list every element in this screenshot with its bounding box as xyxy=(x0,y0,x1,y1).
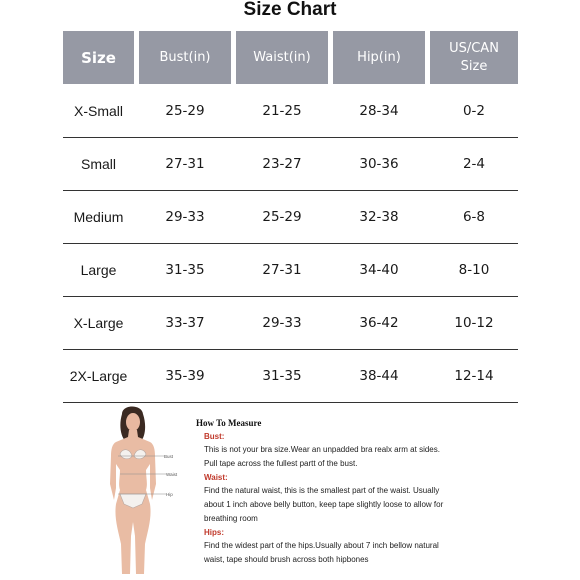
label-waist: Waist xyxy=(166,472,178,477)
header-bust: Bust(in) xyxy=(139,31,231,84)
measure-text-line: about 1 inch above belly button, keep tape slightly loose to allow for xyxy=(204,500,444,509)
table-row xyxy=(63,85,518,138)
cell-bust: 33-37 xyxy=(165,315,205,331)
header-us-can-size xyxy=(430,31,518,84)
header-us-can-line2: Size xyxy=(460,58,488,74)
cell-hip: 36-42 xyxy=(359,315,399,331)
cell-us-can-size: 6-8 xyxy=(462,209,486,225)
cell-bust: 29-33 xyxy=(165,209,205,225)
cell-waist: 31-35 xyxy=(262,368,302,384)
measure-text-line: Find the natural waist, this is the smallest part of the waist. Usually xyxy=(204,486,440,495)
table-row xyxy=(63,191,518,244)
cell-hip: 38-44 xyxy=(359,368,399,384)
chart-title: Size Chart xyxy=(243,0,337,20)
measure-heading: Hips: xyxy=(204,528,224,537)
cell-size: 2X-Large xyxy=(69,368,128,384)
measure-heading: Bust: xyxy=(204,432,225,441)
header-us-can-line1: US/CAN xyxy=(449,40,499,56)
cell-bust: 31-35 xyxy=(165,262,205,278)
cell-waist: 21-25 xyxy=(262,103,302,119)
cell-bust: 35-39 xyxy=(165,368,205,384)
cell-waist: 25-29 xyxy=(262,209,302,225)
cell-us-can-size: 8-10 xyxy=(458,262,490,278)
header-hip: Hip(in) xyxy=(333,31,425,84)
cell-waist: 23-27 xyxy=(262,156,302,172)
header-size: Size xyxy=(63,31,134,84)
cell-bust: 25-29 xyxy=(165,103,205,119)
table-row xyxy=(63,244,518,297)
cell-us-can-size: 2-4 xyxy=(462,156,486,172)
measure-text-line: waist, tape should brush across both hipbones xyxy=(204,555,369,564)
cell-hip: 28-34 xyxy=(359,103,399,119)
cell-waist: 27-31 xyxy=(262,262,302,278)
label-hip: Hip xyxy=(166,492,173,497)
table-header xyxy=(63,31,518,84)
table-row xyxy=(63,350,518,403)
cell-size: X-Large xyxy=(73,315,124,331)
header-waist: Waist(in) xyxy=(236,31,328,84)
how-to-measure-title: How To Measure xyxy=(196,418,262,428)
cell-us-can-size: 10-12 xyxy=(454,315,494,331)
cell-size: Medium xyxy=(73,209,124,225)
cell-us-can-size: 0-2 xyxy=(462,103,486,119)
table-row xyxy=(63,297,518,350)
cell-hip: 34-40 xyxy=(359,262,399,278)
how-to-measure-section xyxy=(100,404,480,580)
cell-size: X-Small xyxy=(73,103,123,119)
cell-us-can-size: 12-14 xyxy=(454,368,494,384)
measure-text-line: This is not your bra size.Wear an unpadded bra realx arm at sides. xyxy=(204,445,440,454)
measure-heading: Waist: xyxy=(204,473,228,482)
cell-bust: 27-31 xyxy=(165,156,205,172)
measure-text-line: Pull tape across the fullest partt of the bust. xyxy=(204,459,358,468)
cell-size: Large xyxy=(80,262,117,278)
measure-text-line: breathing room xyxy=(204,514,258,523)
measure-instructions xyxy=(196,416,486,567)
label-bust: Bust xyxy=(164,454,174,459)
cell-size: Small xyxy=(80,156,116,172)
cell-waist: 29-33 xyxy=(262,315,302,331)
cell-hip: 32-38 xyxy=(359,209,399,225)
cell-hip: 30-36 xyxy=(359,156,399,172)
measure-text-line: Find the widest part of the hips.Usually about 7 inch bellow natural xyxy=(204,541,439,550)
body-measurement-figure xyxy=(100,404,192,580)
table-row xyxy=(63,138,518,191)
